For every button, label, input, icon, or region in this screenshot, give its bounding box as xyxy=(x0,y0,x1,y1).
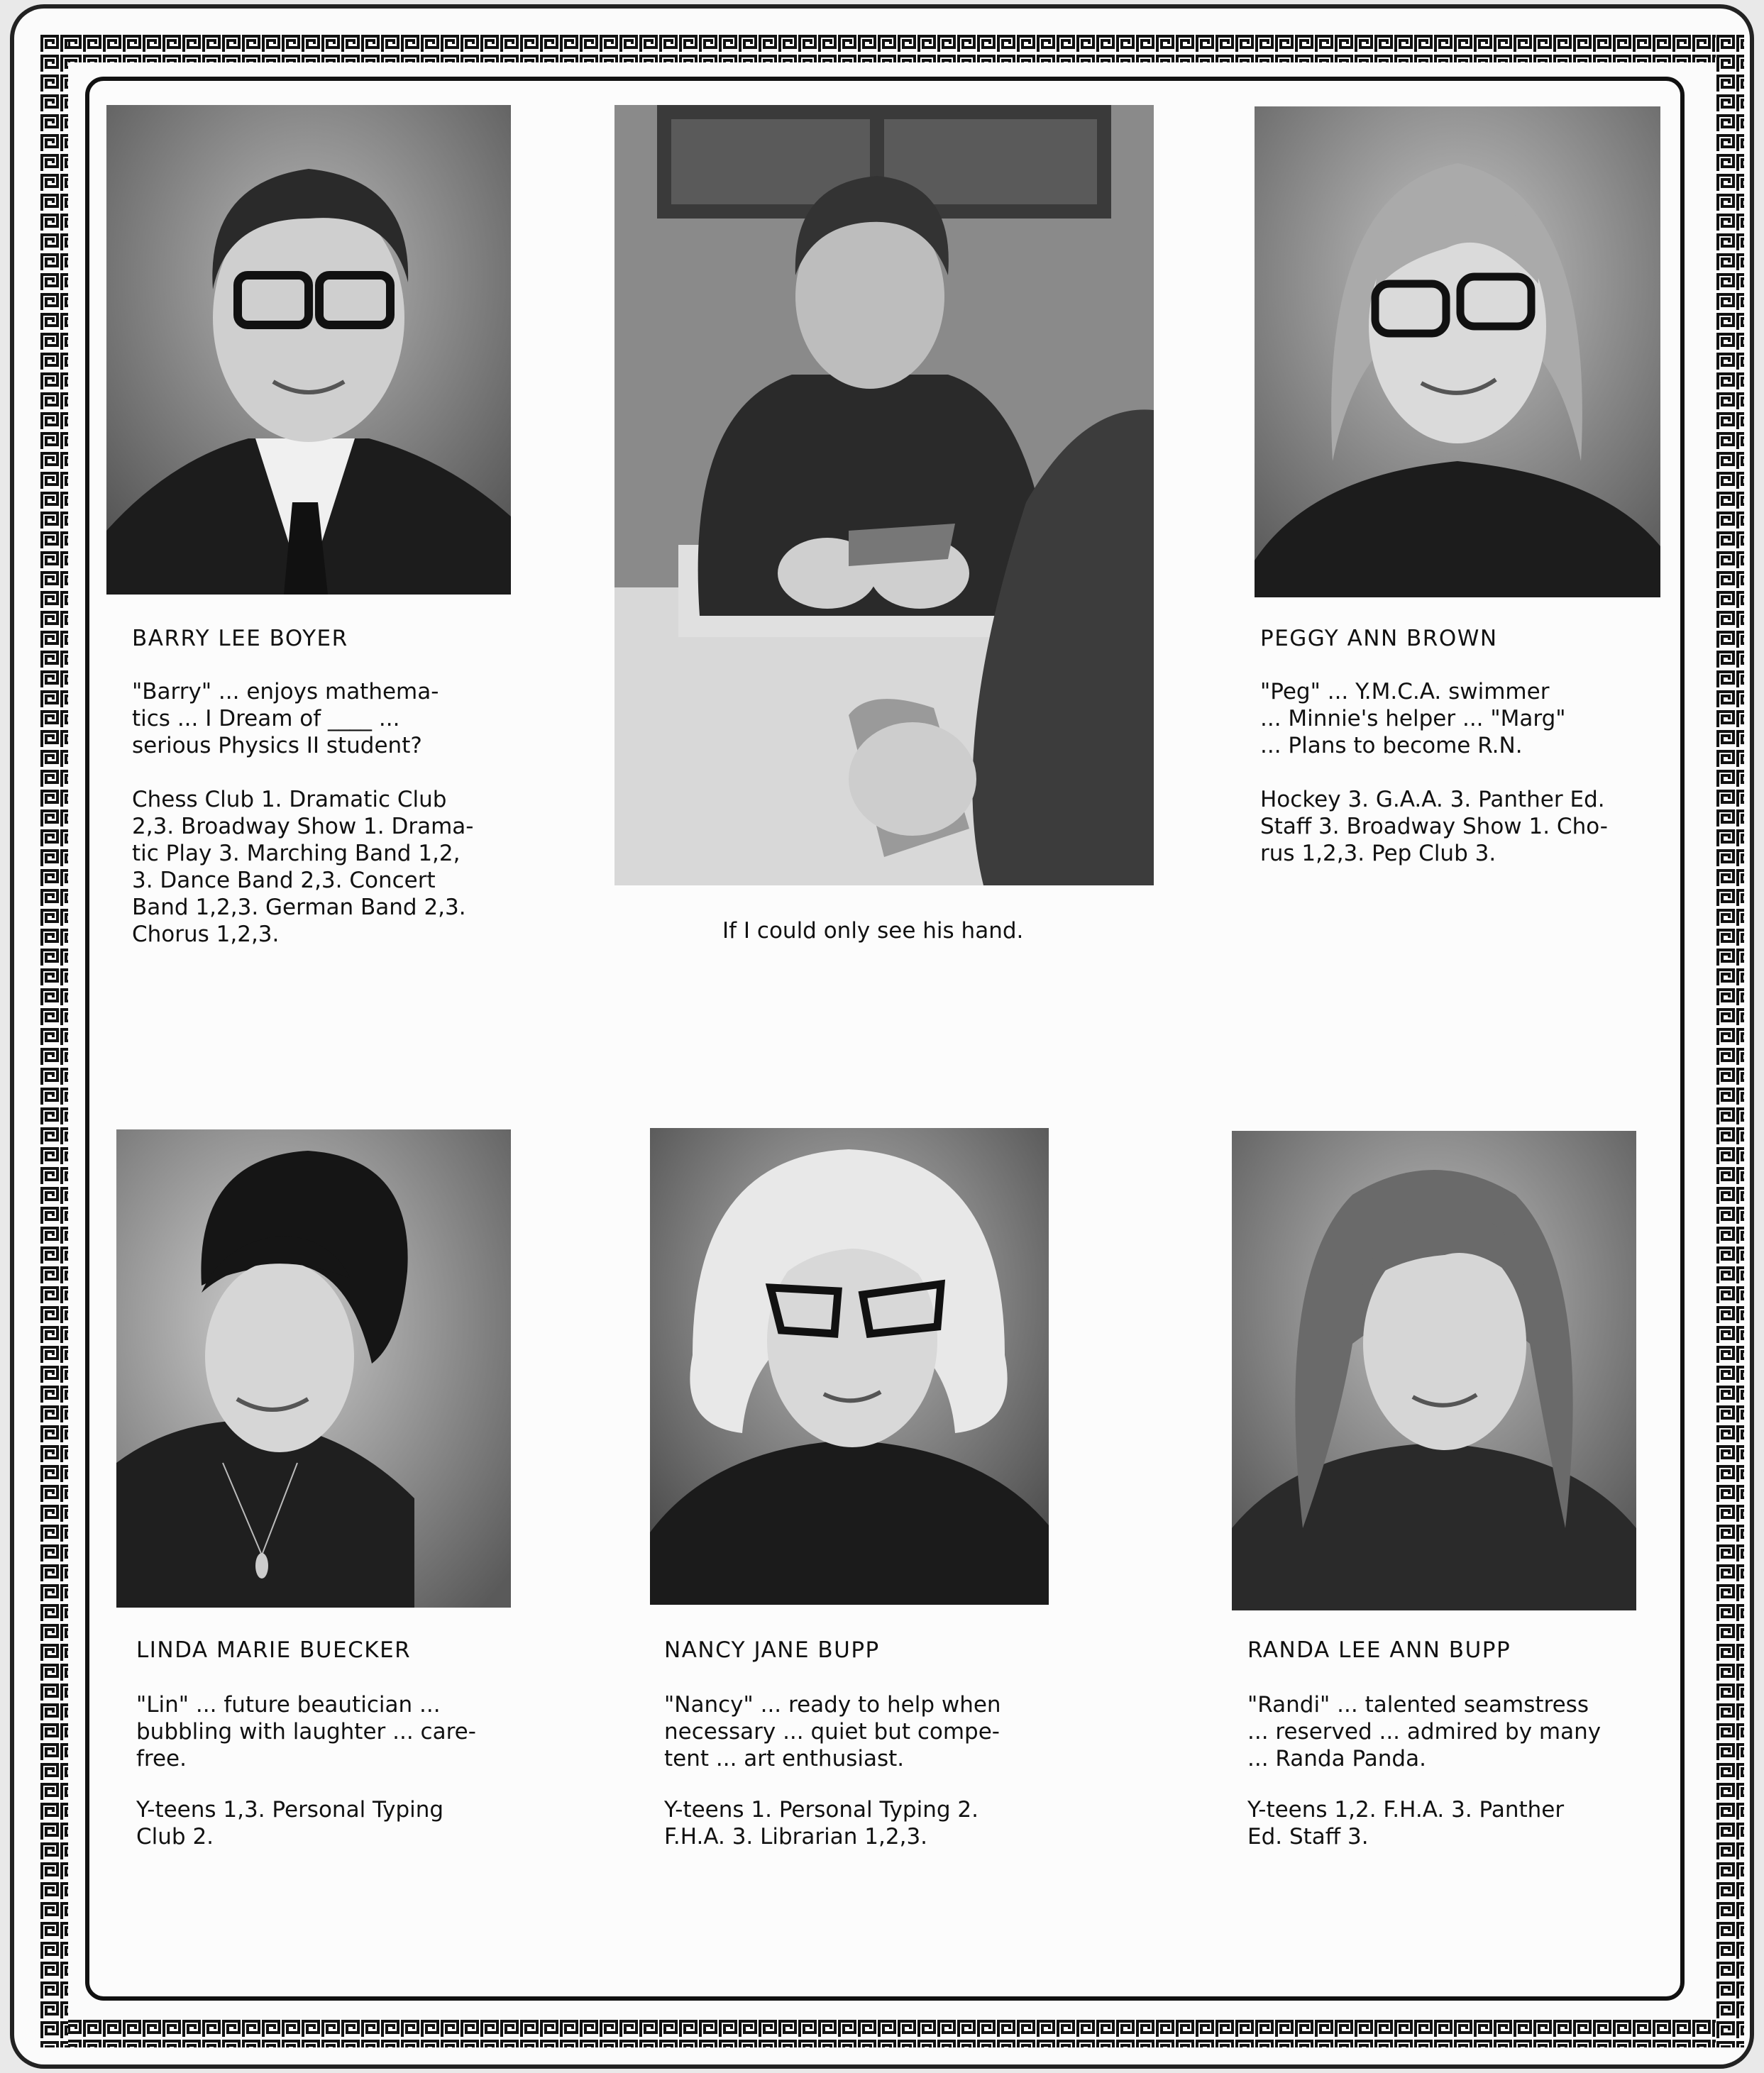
student-name-nancy: NANCY JANE BUPP xyxy=(664,1637,880,1663)
greek-key-border-right xyxy=(1716,34,1744,2047)
student-quote-nancy: "Nancy" ... ready to help when necessary ... quiet but compe- tent ... art enthusiast. xyxy=(664,1692,1001,1771)
student-name-barry: BARRY LEE BOYER xyxy=(132,626,348,651)
greek-key-border-top xyxy=(43,34,1741,62)
student-quote-randa: "Randi" ... talented seamstress ... reserved ... admired by many ... Randa Panda. xyxy=(1247,1692,1602,1771)
candid-photo-caption: If I could only see his hand. xyxy=(722,918,1024,944)
student-activities-randa: Y-teens 1,2. F.H.A. 3. Panther Ed. Staff 3. xyxy=(1247,1797,1565,1850)
student-quote-linda: "Lin" ... future beautician ... bubbling with laughter ... care- free. xyxy=(136,1692,476,1771)
candid-photo-card-game xyxy=(614,105,1154,885)
student-name-peggy: PEGGY ANN BROWN xyxy=(1260,626,1498,651)
student-name-linda: LINDA MARIE BUECKER xyxy=(136,1637,412,1663)
student-activities-peggy: Hockey 3. G.A.A. 3. Panther Ed. Staff 3. Broadway Show 1. Cho- rus 1,2,3. Pep Club 3. xyxy=(1260,787,1608,866)
portrait-linda-marie-buecker xyxy=(116,1129,511,1608)
greek-key-border-bottom xyxy=(43,2019,1741,2047)
portrait-barry-lee-boyer xyxy=(106,105,511,595)
portrait-peggy-ann-brown xyxy=(1255,106,1660,597)
student-quote-barry: "Barry" ... enjoys mathema- tics ... I Dream of ____ ... serious Physics II student? xyxy=(132,679,439,758)
student-activities-barry: Chess Club 1. Dramatic Club 2,3. Broadway Show 1. Drama- tic Play 3. Marching Band 1,2, 3. Dance Band 2,3. Concert Band 1,2,3. German Band 2,3. Chorus 1,2,3. xyxy=(132,787,474,947)
portrait-randa-lee-ann-bupp xyxy=(1232,1131,1636,1610)
student-activities-nancy: Y-teens 1. Personal Typing 2. F.H.A. 3. Librarian 1,2,3. xyxy=(664,1797,979,1850)
greek-key-border-left xyxy=(40,34,68,2047)
student-quote-peggy: "Peg" ... Y.M.C.A. swimmer ... Minnie's helper ... "Marg" ... Plans to become R.N. xyxy=(1260,679,1566,758)
student-name-randa: RANDA LEE ANN BUPP xyxy=(1247,1637,1511,1663)
portrait-nancy-jane-bupp xyxy=(650,1128,1049,1605)
student-activities-linda: Y-teens 1,3. Personal Typing Club 2. xyxy=(136,1797,444,1850)
